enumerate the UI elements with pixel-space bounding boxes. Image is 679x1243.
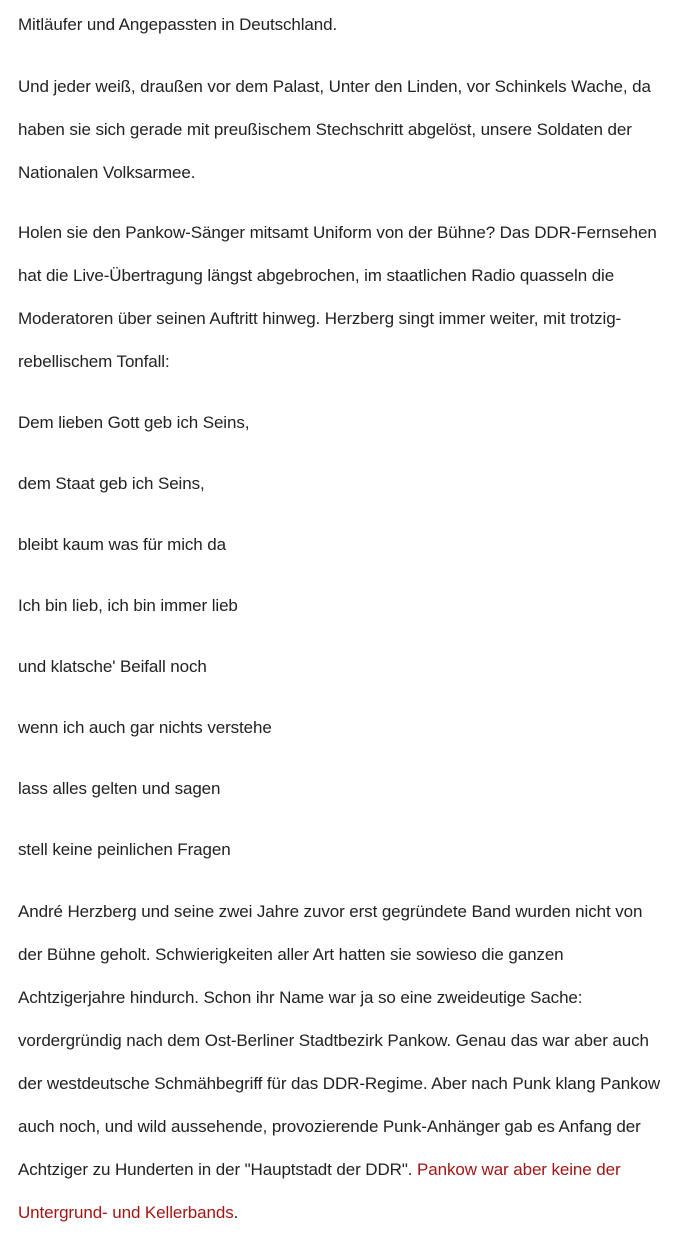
verse-line-2: dem Staat geb ich Seins, [18, 474, 205, 493]
verse-line-4: Ich bin lieb, ich bin immer lieb [18, 596, 238, 615]
verse-line-6: wenn ich auch gar nichts verstehe [18, 718, 272, 737]
paragraph-3: Holen sie den Pankow-Sänger mitsamt Uniform von der Bühne? Das DDR-Fernsehen hat die Live-Übertragung längst abgebrochen, im staatlichen Radio quasseln die Moderatoren über seinen Auftritt hinweg. Herzberg singt immer weiter, mit trotzig-rebellischem Tonfall: [18, 223, 657, 371]
verse-line-5: und klatsche' Beifall noch [18, 657, 207, 676]
verse-line-8: stell keine peinlichen Fragen [18, 840, 231, 859]
verse-line-7: lass alles gelten und sagen [18, 779, 221, 798]
article-link-pankow[interactable]: Pankow war aber keine der Untergrund- und Kellerbands [18, 1160, 621, 1222]
paragraph-4-text: André Herzberg und seine zwei Jahre zuvor erst gegründete Band wurden nicht von der Bühne geholt. Schwierigkeiten aller Art hatten sie sowieso die ganzen Achtzigerjahre hindurch. Schon ihr Name war ja so eine zweideutige Sache: vordergründig nach dem Ost-Berliner Stadtbezirk Pankow. Genau das war aber auch der westdeutsche Schmähbegriff für das DDR-Regime. Aber nach Punk klang Pankow auch noch, und wild aussehende, provozierende Punk-Anhänger gab es Anfang der Achtziger zu Hunderten in der "Hauptstadt der DDR". [18, 902, 661, 1179]
verse-line-3: bleibt kaum was für mich da [18, 535, 226, 554]
paragraph-2: Und jeder weiß, draußen vor dem Palast, Unter den Linden, vor Schinkels Wache, da haben sie sich gerade mit preußischem Stechschritt abgelöst, unsere Soldaten der Nationalen Volksarmee. [18, 77, 651, 182]
verse-line-1: Dem lieben Gott geb ich Seins, [18, 413, 250, 432]
paragraph-4-end: . [233, 1203, 239, 1222]
paragraph-4 [18, 890, 663, 1234]
paragraph-1: Mitläufer und Angepassten in Deutschland. [18, 15, 338, 34]
